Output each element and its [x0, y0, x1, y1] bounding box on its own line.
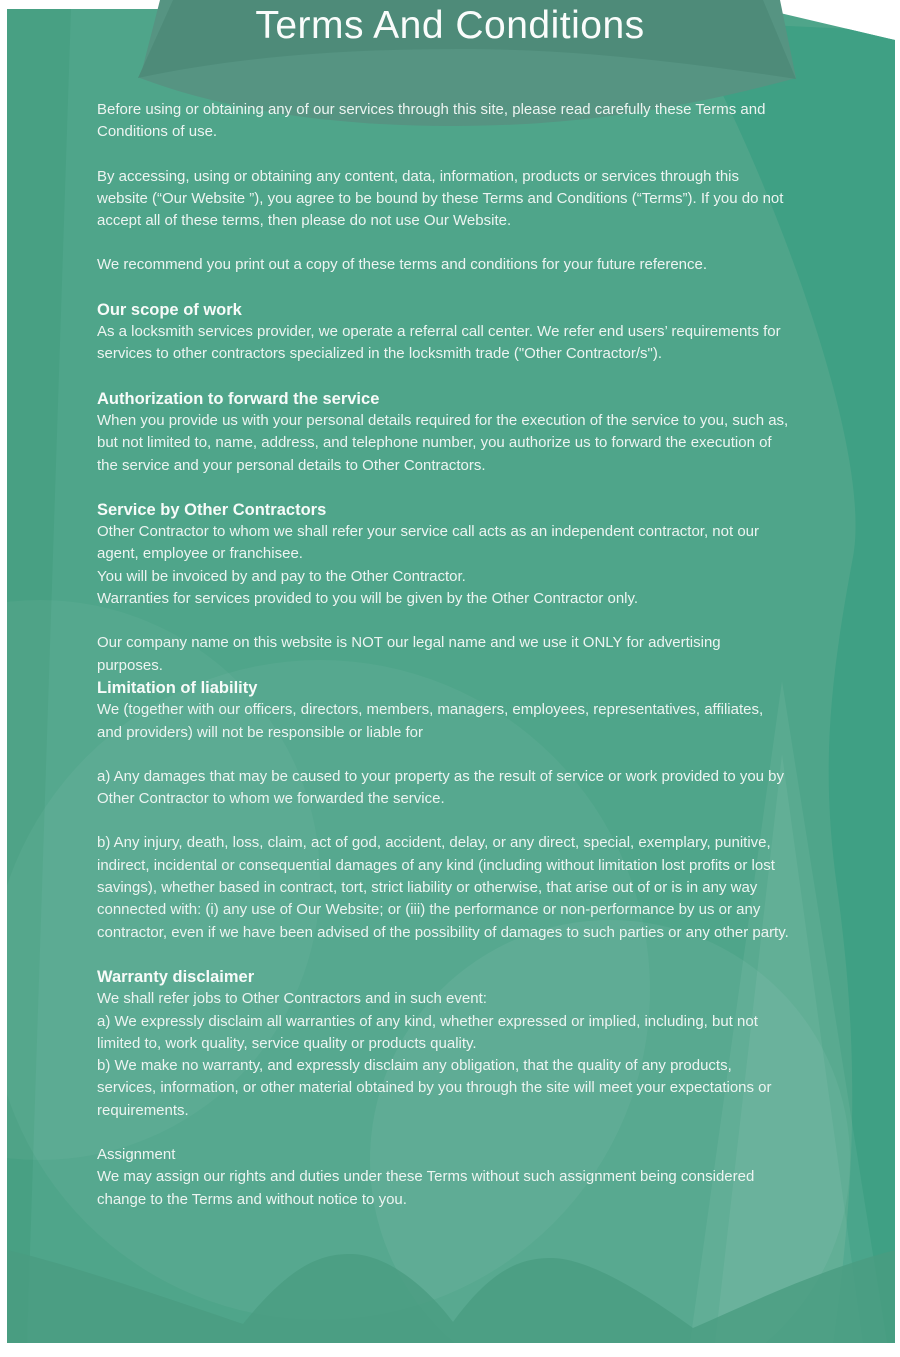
service-line-3: Warranties for services provided to you will be given by the Other Contractor only.: [97, 590, 639, 608]
assignment-body: We may assign our rights and duties under these Terms without such assignment being considered change to the Terms and without notice to you.: [97, 1168, 755, 1208]
assignment-heading: Assignment: [97, 1145, 176, 1163]
liability-item-a: a) Any damages that may be caused to your property as the result of service or work provided to you by Other Contractor to whom we forwarded the service.: [97, 767, 785, 808]
liability-heading: Limitation of liability: [97, 678, 258, 697]
terms-content: [97, 99, 789, 1211]
liability-item-b: b) Any injury, death, loss, claim, act of god, accident, delay, or any direct, special, exemplary, punitive, indirect, incidental or consequential damages of any kind (including without limitation lost profits or lost savings), whether based in contract, tort, strict liability or otherwise, that arise out of or is in any way connected with: (i) any use of Our Website; or (iii) the performance or non-performance by us or any contractor, even if we have been advised of the possibility of damages to such parties or any other party.: [97, 834, 789, 941]
scope-heading: Our scope of work: [97, 300, 242, 319]
page-title: Terms And Conditions: [255, 4, 645, 47]
liability-intro: We (together with our officers, directors, members, managers, employees, representatives, affiliates, and providers) will not be responsible or liable for: [97, 701, 764, 741]
warranty-heading: Warranty disclaimer: [97, 967, 255, 986]
authorization-body: When you provide us with your personal details required for the execution of the service to you, such as, but not limited to, name, address, and telephone number, you authorize us to forward the execution of the service and your personal details to Other Contractors.: [97, 411, 789, 474]
company-name-note: Our company name on this website is NOT our legal name and we use it ONLY for advertising purposes.: [97, 634, 721, 674]
intro-paragraph-3: We recommend you print out a copy of these terms and conditions for your future reference.: [97, 256, 708, 274]
service-line-1: Other Contractor to whom we shall refer your service call acts as an independent contractor, not our agent, employee or franchisee.: [97, 523, 759, 563]
scope-body: As a locksmith services provider, we operate a referral call center. We refer end users’ requirements for services to other contractors specialized in the locksmith trade ("Other Contractor/s").: [97, 323, 781, 363]
service-heading: Service by Other Contractors: [97, 500, 327, 519]
service-line-2: You will be invoiced by and pay to the Other Contractor.: [97, 567, 466, 585]
authorization-heading: Authorization to forward the service: [97, 389, 380, 408]
warranty-item-b: b) We make no warranty, and expressly disclaim any obligation, that the quality of any products, services, information, or other material obtained by you through the site will meet your expectations or requirements.: [97, 1057, 772, 1119]
intro-paragraph-2: By accessing, using or obtaining any content, data, information, products or services through this website (“Our Website ”), you agree to be bound by these Terms and Conditions (“Terms”). If you do not accept all of these terms, then please do not use Our Website.: [97, 167, 784, 230]
warranty-item-a: a) We expressly disclaim all warranties of any kind, whether expressed or implied, including, but not limited to, work quality, service quality or products quality.: [97, 1012, 758, 1052]
intro-paragraph-1: Before using or obtaining any of our services through this site, please read carefully these Terms and Conditions of use.: [97, 101, 766, 141]
warranty-intro: We shall refer jobs to Other Contractors and in such event:: [97, 990, 487, 1008]
